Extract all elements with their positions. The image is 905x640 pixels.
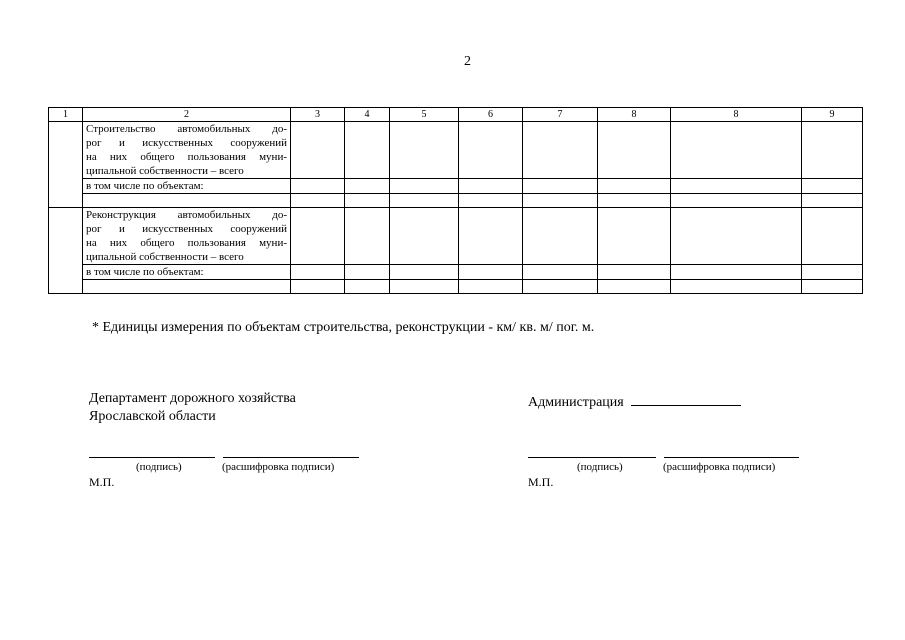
value-cell[interactable] xyxy=(345,122,390,179)
title-line: ципальной собственности – всего xyxy=(86,251,244,263)
left-stamp-label: М.П. xyxy=(89,475,115,489)
object-cell[interactable] xyxy=(83,280,291,294)
right-sign-line[interactable] xyxy=(528,457,656,458)
table-row xyxy=(49,122,863,179)
value-cell[interactable] xyxy=(598,280,671,294)
title-line: Реконструкция автомобильных до- xyxy=(86,209,287,221)
org-name-line: Ярославской области xyxy=(89,409,216,424)
header-cell: 8 xyxy=(598,108,671,122)
value-cell[interactable] xyxy=(802,179,863,194)
title-line: на них общего пользования муни- xyxy=(86,237,287,249)
title-line: на них общего пользования муни- xyxy=(86,151,287,163)
value-cell[interactable] xyxy=(802,280,863,294)
value-cell[interactable] xyxy=(523,122,598,179)
value-cell[interactable] xyxy=(802,122,863,179)
right-decode-caption: (расшифровка подписи) xyxy=(663,461,776,473)
value-cell[interactable] xyxy=(802,208,863,265)
header-cell: 1 xyxy=(49,108,83,122)
section-title-reconstruction xyxy=(83,208,291,265)
administration-name-line[interactable] xyxy=(631,391,741,406)
org-name-line: Администрация xyxy=(528,395,624,410)
org-name-line: Департамент дорожного хозяйства xyxy=(89,391,296,406)
right-sign-caption: (подпись) xyxy=(577,461,623,473)
value-cell[interactable] xyxy=(345,194,390,208)
value-cell[interactable] xyxy=(291,265,345,280)
objects-table xyxy=(48,107,863,294)
table-row xyxy=(49,280,863,294)
value-cell[interactable] xyxy=(802,194,863,208)
value-cell[interactable] xyxy=(523,208,598,265)
section-subtitle: в том числе по объектам: xyxy=(83,179,291,194)
header-cell: 7 xyxy=(523,108,598,122)
value-cell[interactable] xyxy=(345,208,390,265)
value-cell[interactable] xyxy=(291,194,345,208)
value-cell[interactable] xyxy=(291,179,345,194)
value-cell[interactable] xyxy=(390,280,459,294)
value-cell[interactable] xyxy=(390,179,459,194)
value-cell[interactable] xyxy=(291,122,345,179)
value-cell[interactable] xyxy=(459,194,523,208)
left-signature-org xyxy=(89,391,296,427)
value-cell[interactable] xyxy=(598,194,671,208)
value-cell[interactable] xyxy=(523,179,598,194)
left-decode-caption: (расшифровка подписи) xyxy=(222,461,335,473)
header-cell: 4 xyxy=(345,108,390,122)
units-footnote: * Единицы измерения по объектам строительства, реконструкции - км/ кв. м/ пог. м. xyxy=(92,320,595,335)
title-line: ципальной собственности – всего xyxy=(86,165,244,177)
right-stamp-label: М.П. xyxy=(528,475,554,489)
value-cell[interactable] xyxy=(523,194,598,208)
right-decode-line[interactable] xyxy=(664,457,799,458)
value-cell[interactable] xyxy=(598,265,671,280)
header-cell: 5 xyxy=(390,108,459,122)
value-cell[interactable] xyxy=(802,265,863,280)
value-cell[interactable] xyxy=(671,179,802,194)
value-cell[interactable] xyxy=(390,208,459,265)
value-cell[interactable] xyxy=(671,208,802,265)
header-cell: 9 xyxy=(802,108,863,122)
page-number: 2 xyxy=(464,54,471,69)
value-cell[interactable] xyxy=(291,208,345,265)
value-cell[interactable] xyxy=(459,208,523,265)
left-sign-caption: (подпись) xyxy=(136,461,182,473)
table-row xyxy=(49,179,863,194)
table-row xyxy=(49,194,863,208)
table-header-row xyxy=(49,108,863,122)
value-cell[interactable] xyxy=(390,194,459,208)
value-cell[interactable] xyxy=(523,265,598,280)
header-cell: 3 xyxy=(291,108,345,122)
value-cell[interactable] xyxy=(345,265,390,280)
left-sign-line[interactable] xyxy=(89,457,215,458)
value-cell[interactable] xyxy=(459,265,523,280)
title-line: Строительство автомобильных до- xyxy=(86,123,287,135)
right-signature-org xyxy=(528,391,741,409)
value-cell[interactable] xyxy=(671,194,802,208)
value-cell[interactable] xyxy=(345,179,390,194)
section-title-construction xyxy=(83,122,291,179)
value-cell[interactable] xyxy=(671,265,802,280)
value-cell[interactable] xyxy=(291,280,345,294)
value-cell[interactable] xyxy=(598,179,671,194)
row-number-cell xyxy=(49,122,83,208)
title-line: рог и искусственных сооружений xyxy=(86,223,287,235)
value-cell[interactable] xyxy=(345,280,390,294)
object-cell[interactable] xyxy=(83,194,291,208)
header-cell: 2 xyxy=(83,108,291,122)
header-cell: 8 xyxy=(671,108,802,122)
row-number-cell xyxy=(49,208,83,294)
value-cell[interactable] xyxy=(390,265,459,280)
value-cell[interactable] xyxy=(598,208,671,265)
value-cell[interactable] xyxy=(598,122,671,179)
value-cell[interactable] xyxy=(671,122,802,179)
table-row xyxy=(49,265,863,280)
value-cell[interactable] xyxy=(459,179,523,194)
left-decode-line[interactable] xyxy=(223,457,359,458)
value-cell[interactable] xyxy=(523,280,598,294)
value-cell[interactable] xyxy=(459,280,523,294)
title-line: рог и искусственных сооружений xyxy=(86,137,287,149)
value-cell[interactable] xyxy=(390,122,459,179)
table-row xyxy=(49,208,863,265)
section-subtitle: в том числе по объектам: xyxy=(83,265,291,280)
value-cell[interactable] xyxy=(671,280,802,294)
value-cell[interactable] xyxy=(459,122,523,179)
header-cell: 6 xyxy=(459,108,523,122)
